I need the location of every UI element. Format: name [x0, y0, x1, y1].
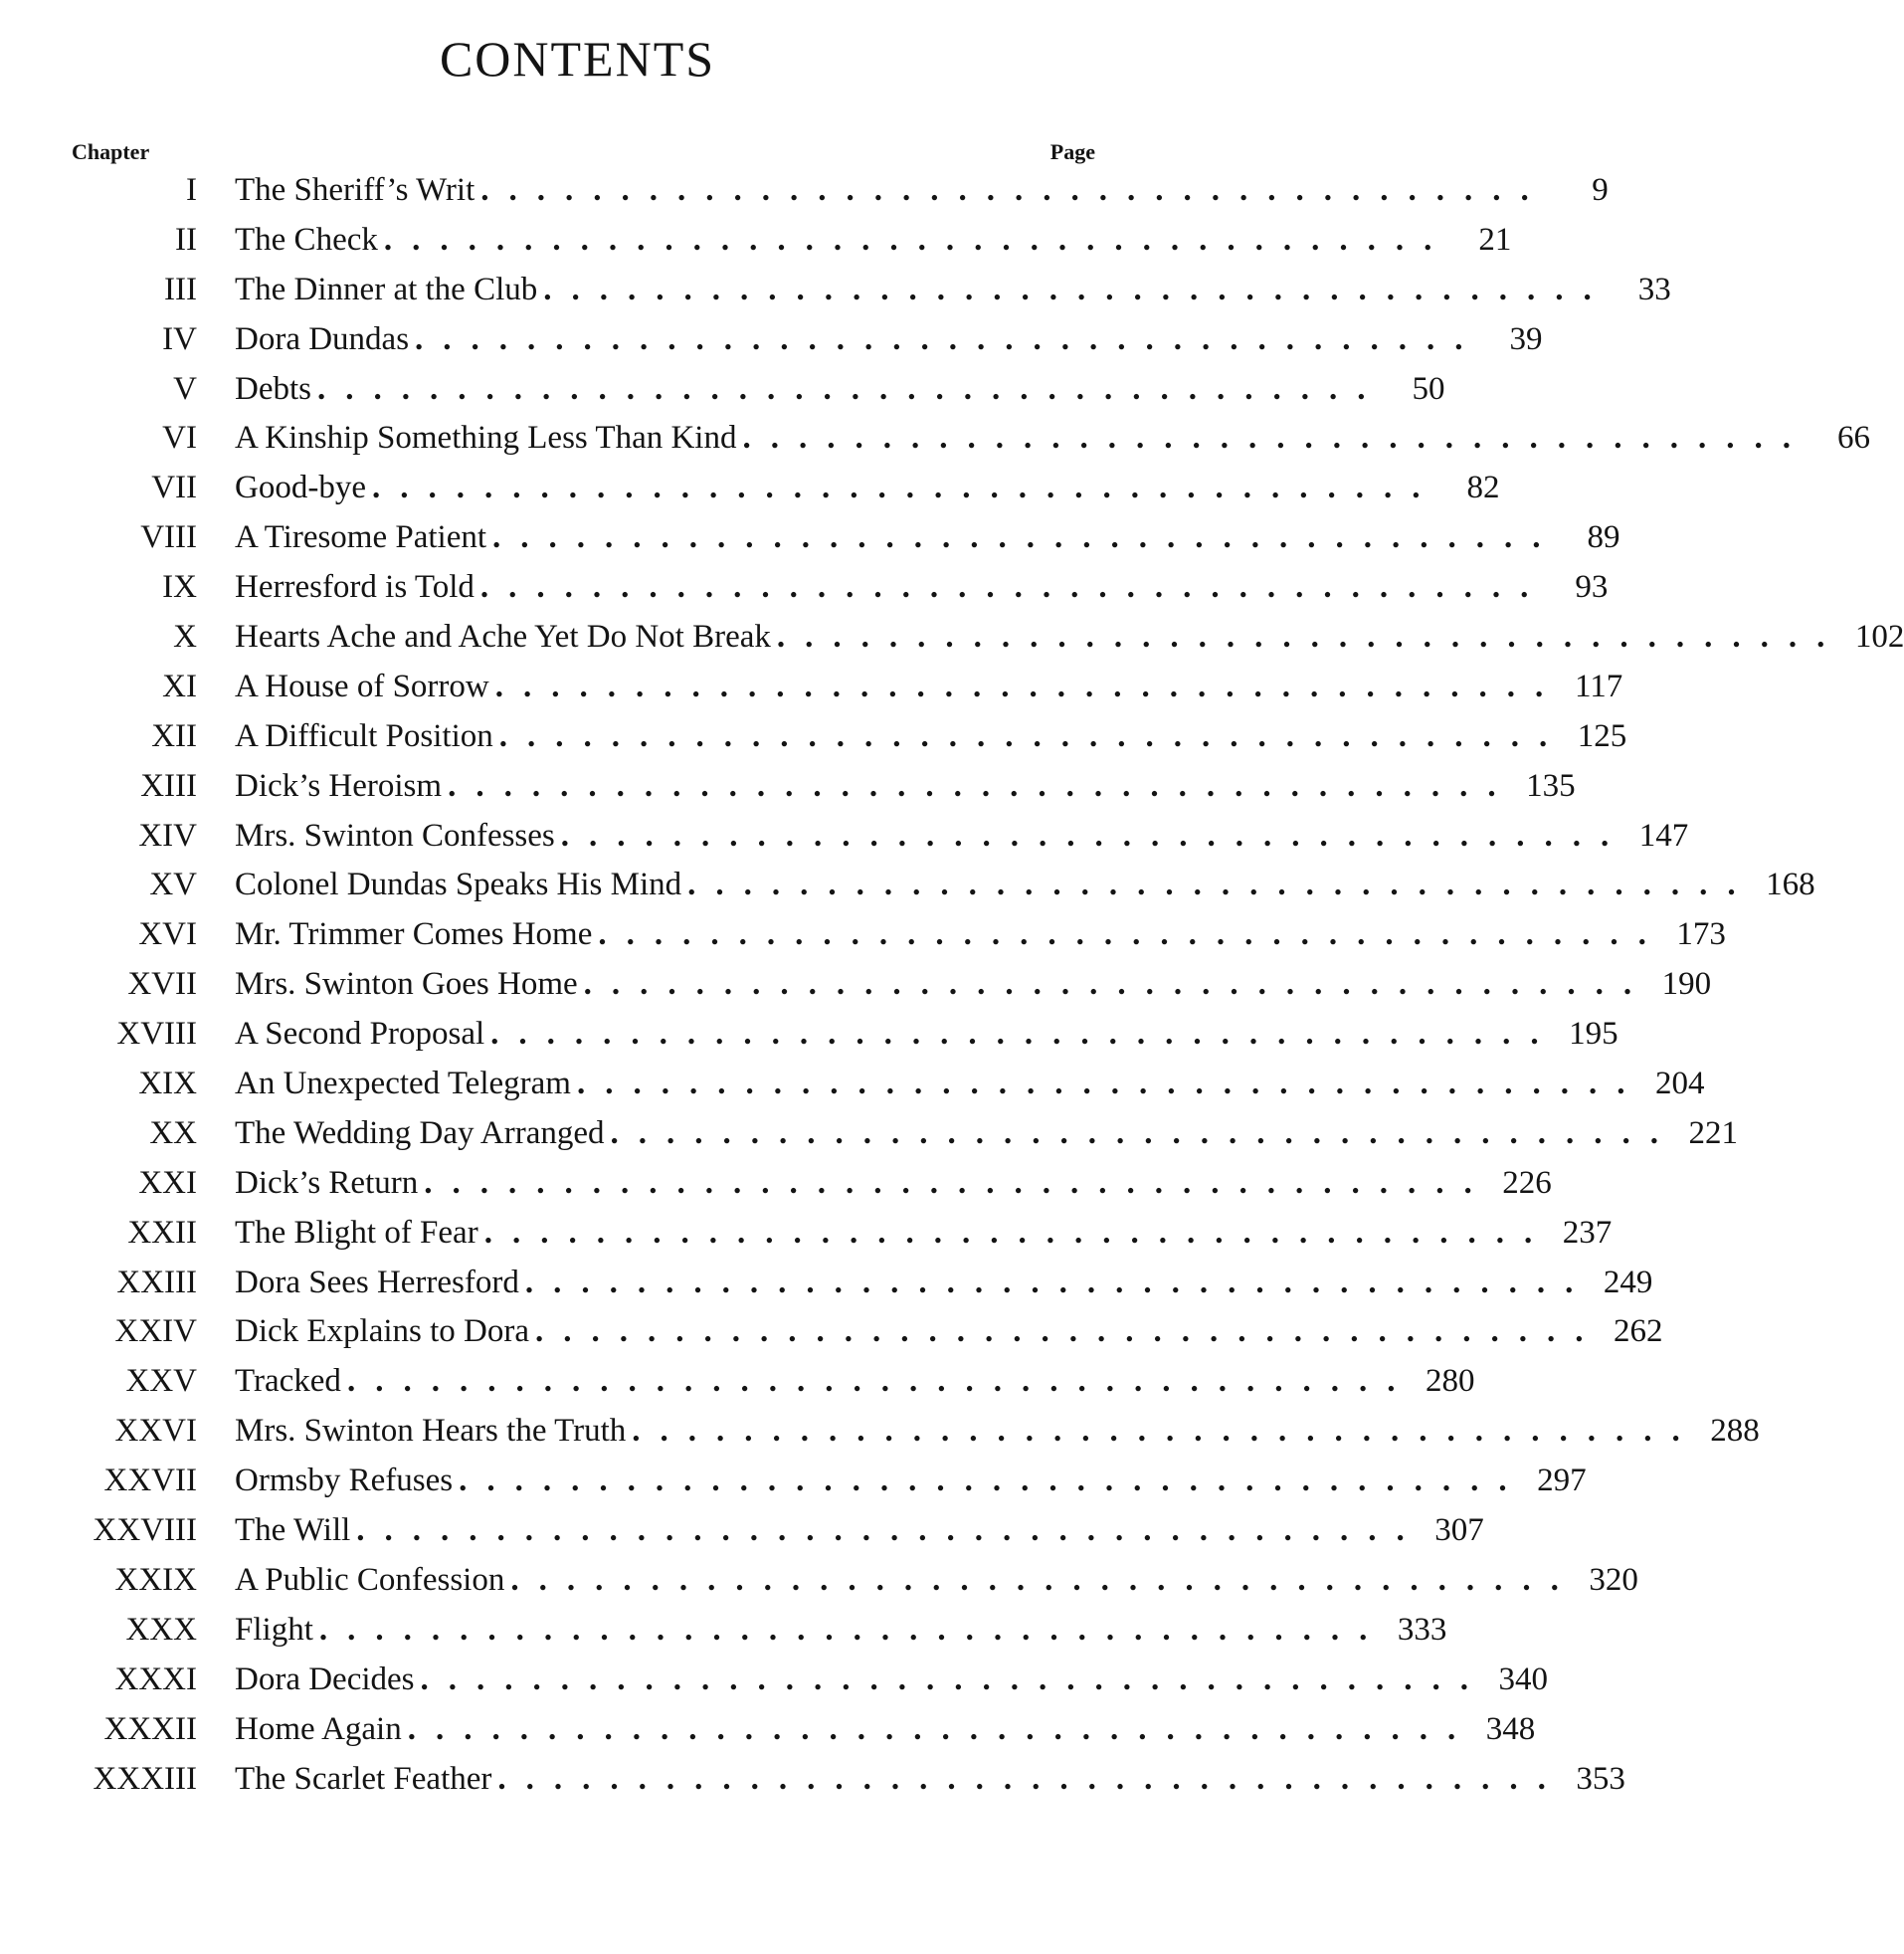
page-number: 307 — [1434, 1512, 1484, 1549]
page-title: CONTENTS — [439, 31, 716, 87]
toc-entry — [0, 1755, 1625, 1805]
toc-entry — [0, 166, 1609, 216]
page-number: 297 — [1537, 1463, 1587, 1499]
dot-leader: ...................................... — [424, 1164, 1492, 1201]
chapter-number: XVIII — [116, 1016, 197, 1053]
chapter-number: XXVII — [103, 1463, 197, 1499]
chapter-title: Hearts Ache and Ache Yet Do Not Break — [235, 619, 771, 656]
page-number: 39 — [1509, 320, 1543, 357]
chapter-title: The Check — [235, 221, 378, 258]
toc-entry — [0, 1307, 1663, 1357]
chapter-number: XX — [149, 1114, 197, 1151]
toc-entry-line — [235, 1606, 1447, 1656]
page-number: 117 — [1574, 668, 1623, 704]
chapter-title: Dora Decides — [235, 1661, 415, 1697]
dot-leader: ...................................... — [610, 1114, 1679, 1151]
chapter-title: Dora Sees Herresford — [235, 1264, 519, 1300]
toc-entry-line — [235, 563, 1609, 613]
chapter-number: XVI — [138, 916, 197, 953]
toc-entry-line — [235, 762, 1576, 812]
dot-leader: ...................................... — [632, 1413, 1700, 1450]
dot-leader: ...................................... — [346, 1363, 1416, 1400]
chapter-title: A Difficult Position — [235, 717, 493, 754]
toc-entry — [0, 1357, 1475, 1407]
chapter-number: V — [173, 370, 197, 407]
toc-entry — [0, 712, 1627, 762]
chapter-number: XXIV — [114, 1313, 197, 1350]
toc-entry — [0, 1556, 1638, 1606]
toc-entry — [0, 563, 1609, 613]
toc-entry-line — [235, 1259, 1653, 1308]
toc-entry-line — [235, 1656, 1549, 1705]
page-number: 21 — [1478, 221, 1512, 258]
dot-leader: ...................................... — [524, 1264, 1594, 1300]
page-number: 288 — [1710, 1413, 1760, 1450]
chapter-number: III — [164, 271, 197, 307]
chapter-number: VIII — [140, 519, 197, 556]
table-of-contents — [0, 166, 1904, 1804]
toc-entry-line — [235, 712, 1627, 762]
chapter-number: VII — [151, 470, 197, 506]
toc-entry-line — [235, 1159, 1552, 1209]
chapter-title: Home Again — [235, 1710, 402, 1747]
chapter-number: II — [175, 221, 197, 258]
toc-entry-line — [235, 513, 1620, 563]
chapter-title: Dick’s Return — [235, 1164, 419, 1201]
chapter-title: The Blight of Fear — [235, 1214, 478, 1251]
dot-leader: ...................................... — [318, 1611, 1388, 1648]
chapter-title: The Dinner at the Club — [235, 271, 538, 307]
chapter-title: The Scarlet Feather — [235, 1760, 492, 1797]
page-number: 280 — [1425, 1363, 1475, 1400]
chapter-title: Tracked — [235, 1363, 341, 1400]
chapter-column-header: Chapter — [72, 139, 150, 164]
dot-leader: ...................................... — [479, 569, 1549, 606]
chapter-title: Mr. Trimmer Comes Home — [235, 916, 593, 953]
toc-entry-line — [235, 1556, 1638, 1606]
page-number: 353 — [1576, 1760, 1625, 1797]
toc-entry — [0, 216, 1512, 266]
toc-entry — [0, 1606, 1447, 1656]
dot-leader: ...................................... — [492, 519, 1561, 556]
toc-entry — [0, 663, 1623, 712]
dot-leader: ...................................... — [510, 1561, 1579, 1598]
toc-entry — [0, 1010, 1618, 1060]
chapter-number: VI — [162, 420, 197, 457]
chapter-number: XIX — [138, 1066, 197, 1102]
page-number: 50 — [1412, 370, 1445, 407]
page-number: 190 — [1661, 966, 1712, 1003]
page-number: 262 — [1614, 1313, 1663, 1350]
chapter-title: A House of Sorrow — [235, 668, 489, 704]
chapter-number: XIII — [140, 767, 197, 804]
dot-leader: ...................................... — [535, 1313, 1604, 1350]
dot-leader: ...................................... — [317, 370, 1386, 407]
page-number: 348 — [1485, 1710, 1536, 1747]
page-number: 33 — [1637, 271, 1671, 307]
toc-entry — [0, 1407, 1760, 1457]
toc-entry — [0, 960, 1712, 1010]
toc-entry — [0, 762, 1576, 812]
toc-entry — [0, 365, 1445, 415]
page-column-header: Page — [1049, 139, 1095, 164]
page-number: 237 — [1562, 1214, 1613, 1251]
dot-leader: ...................................... — [494, 668, 1564, 704]
toc-entry-line — [235, 414, 1870, 464]
chapter-number: XXI — [138, 1164, 197, 1201]
chapter-title: The Sheriff’s Writ — [235, 172, 476, 208]
toc-entry-line — [235, 216, 1512, 266]
chapter-number: IX — [162, 569, 197, 606]
toc-entry-line — [235, 910, 1726, 960]
toc-entry — [0, 1506, 1484, 1556]
dot-leader: ...................................... — [560, 817, 1629, 854]
chapter-title: Dick Explains to Dora — [235, 1313, 530, 1350]
chapter-number: XXXI — [114, 1661, 197, 1697]
chapter-title: Dora Dundas — [235, 320, 410, 357]
page-number: 173 — [1676, 916, 1726, 953]
chapter-number: XXX — [125, 1611, 197, 1648]
chapter-number: XXVIII — [93, 1512, 197, 1549]
toc-entry — [0, 1656, 1549, 1705]
toc-entry-line — [235, 1209, 1613, 1259]
chapter-title: Dick’s Heroism — [235, 767, 443, 804]
toc-entry-line — [235, 1457, 1587, 1506]
chapter-title: Mrs. Swinton Goes Home — [235, 966, 578, 1003]
chapter-title: Debts — [235, 370, 311, 407]
chapter-number: IV — [162, 320, 197, 357]
dot-leader: ...................................... — [687, 867, 1756, 903]
page-number: 204 — [1654, 1066, 1705, 1102]
chapter-number: XVII — [127, 966, 197, 1003]
dot-leader: ...................................... — [415, 320, 1483, 357]
chapter-number: XXV — [125, 1363, 197, 1400]
toc-entry — [0, 315, 1543, 365]
dot-leader: ...................................... — [356, 1512, 1425, 1549]
chapter-title: An Unexpected Telegram — [235, 1066, 571, 1102]
toc-entry — [0, 1457, 1587, 1506]
toc-entry — [0, 414, 1870, 464]
page-number: 9 — [1592, 172, 1609, 208]
chapter-number: XXXIII — [93, 1760, 197, 1797]
page-number: 125 — [1577, 717, 1627, 754]
toc-entry-line — [235, 1407, 1760, 1457]
chapter-title: A Public Confession — [235, 1561, 505, 1598]
toc-entry — [0, 464, 1500, 513]
dot-leader: ...................................... — [543, 271, 1612, 307]
chapter-title: A Kinship Something Less Than Kind — [235, 420, 737, 457]
toc-entry-line — [235, 613, 1904, 663]
chapter-title: Good-bye — [235, 470, 366, 506]
chapter-number: XXXII — [103, 1710, 197, 1747]
chapter-title: Mrs. Swinton Confesses — [235, 817, 555, 854]
toc-entry — [0, 1159, 1552, 1209]
toc-entry — [0, 910, 1726, 960]
page-number: 102 — [1854, 619, 1904, 656]
toc-entry — [0, 513, 1620, 563]
chapter-number: XIV — [138, 817, 197, 854]
toc-entry-line — [235, 1705, 1536, 1755]
dot-leader: ...................................... — [448, 767, 1516, 804]
chapter-number: I — [186, 172, 197, 208]
toc-entry-line — [235, 166, 1609, 216]
dot-leader: ...................................... — [498, 717, 1568, 754]
page-number: 195 — [1569, 1016, 1618, 1053]
chapter-title: Ormsby Refuses — [235, 1463, 454, 1499]
chapter-title: Flight — [235, 1611, 313, 1648]
dot-leader: ...................................... — [742, 420, 1810, 457]
page-number: 333 — [1397, 1611, 1447, 1648]
toc-entry-line — [235, 1307, 1663, 1357]
dot-leader: ...................................... — [483, 1214, 1553, 1251]
toc-entry — [0, 861, 1815, 910]
toc-entry-line — [235, 464, 1500, 513]
toc-entry-line — [235, 1060, 1705, 1109]
chapter-title: Colonel Dundas Speaks His Mind — [235, 867, 682, 903]
dot-leader: ...................................... — [583, 966, 1652, 1003]
page-number: 168 — [1766, 867, 1815, 903]
chapter-number: XXVI — [114, 1413, 197, 1450]
chapter-title: The Wedding Day Arranged — [235, 1114, 605, 1151]
chapter-title: A Second Proposal — [235, 1016, 485, 1053]
dot-leader: ...................................... — [576, 1066, 1645, 1102]
page-number: 93 — [1575, 569, 1609, 606]
toc-entry — [0, 1259, 1653, 1308]
toc-entry — [0, 1109, 1739, 1159]
dot-leader: ...................................... — [420, 1661, 1489, 1697]
chapter-number: XXII — [127, 1214, 197, 1251]
toc-entry — [0, 1209, 1613, 1259]
toc-entry-line — [235, 1357, 1475, 1407]
toc-entry-line — [235, 812, 1689, 862]
page-number: 221 — [1688, 1114, 1739, 1151]
dot-leader: ...................................... — [776, 619, 1845, 656]
toc-entry-line — [235, 1755, 1625, 1805]
toc-entry — [0, 266, 1671, 315]
page-number: 340 — [1498, 1661, 1549, 1697]
page-number: 320 — [1589, 1561, 1638, 1598]
toc-entry-line — [235, 266, 1671, 315]
chapter-number: XII — [151, 717, 197, 754]
chapter-number: XXIX — [114, 1561, 197, 1598]
toc-entry — [0, 1705, 1536, 1755]
dot-leader: ...................................... — [598, 916, 1666, 953]
chapter-title: Mrs. Swinton Hears the Truth — [235, 1413, 627, 1450]
dot-leader: ...................................... — [497, 1760, 1566, 1797]
chapter-number: X — [173, 619, 197, 656]
chapter-title: A Tiresome Patient — [235, 519, 487, 556]
toc-entry-line — [235, 315, 1543, 365]
chapter-title: Herresford is Told — [235, 569, 475, 606]
page-number: 89 — [1587, 519, 1620, 556]
dot-leader: ...................................... — [480, 172, 1549, 208]
toc-entry-line — [235, 861, 1815, 910]
toc-entry — [0, 1060, 1705, 1109]
toc-entry-line — [235, 1506, 1484, 1556]
toc-entry-line — [235, 1010, 1618, 1060]
page-number: 249 — [1603, 1264, 1653, 1300]
page-number: 135 — [1526, 767, 1576, 804]
dot-leader: ...................................... — [407, 1710, 1476, 1747]
page-number: 82 — [1466, 470, 1500, 506]
dot-leader: ...................................... — [383, 221, 1452, 258]
chapter-number: XI — [162, 668, 197, 704]
page-number: 147 — [1638, 817, 1689, 854]
toc-entry-line — [235, 960, 1712, 1010]
toc-entry-line — [235, 663, 1623, 712]
toc-entry — [0, 613, 1904, 663]
chapter-title: The Will — [235, 1512, 351, 1549]
page-number: 226 — [1502, 1164, 1552, 1201]
dot-leader: ...................................... — [490, 1016, 1559, 1053]
chapter-number: XV — [149, 867, 197, 903]
toc-entry-line — [235, 365, 1445, 415]
toc-entry — [0, 812, 1689, 862]
dot-leader: ...................................... — [371, 470, 1440, 506]
dot-leader: ...................................... — [459, 1463, 1527, 1499]
page-number: 66 — [1836, 420, 1870, 457]
toc-entry-line — [235, 1109, 1739, 1159]
chapter-number: XXIII — [116, 1264, 197, 1300]
